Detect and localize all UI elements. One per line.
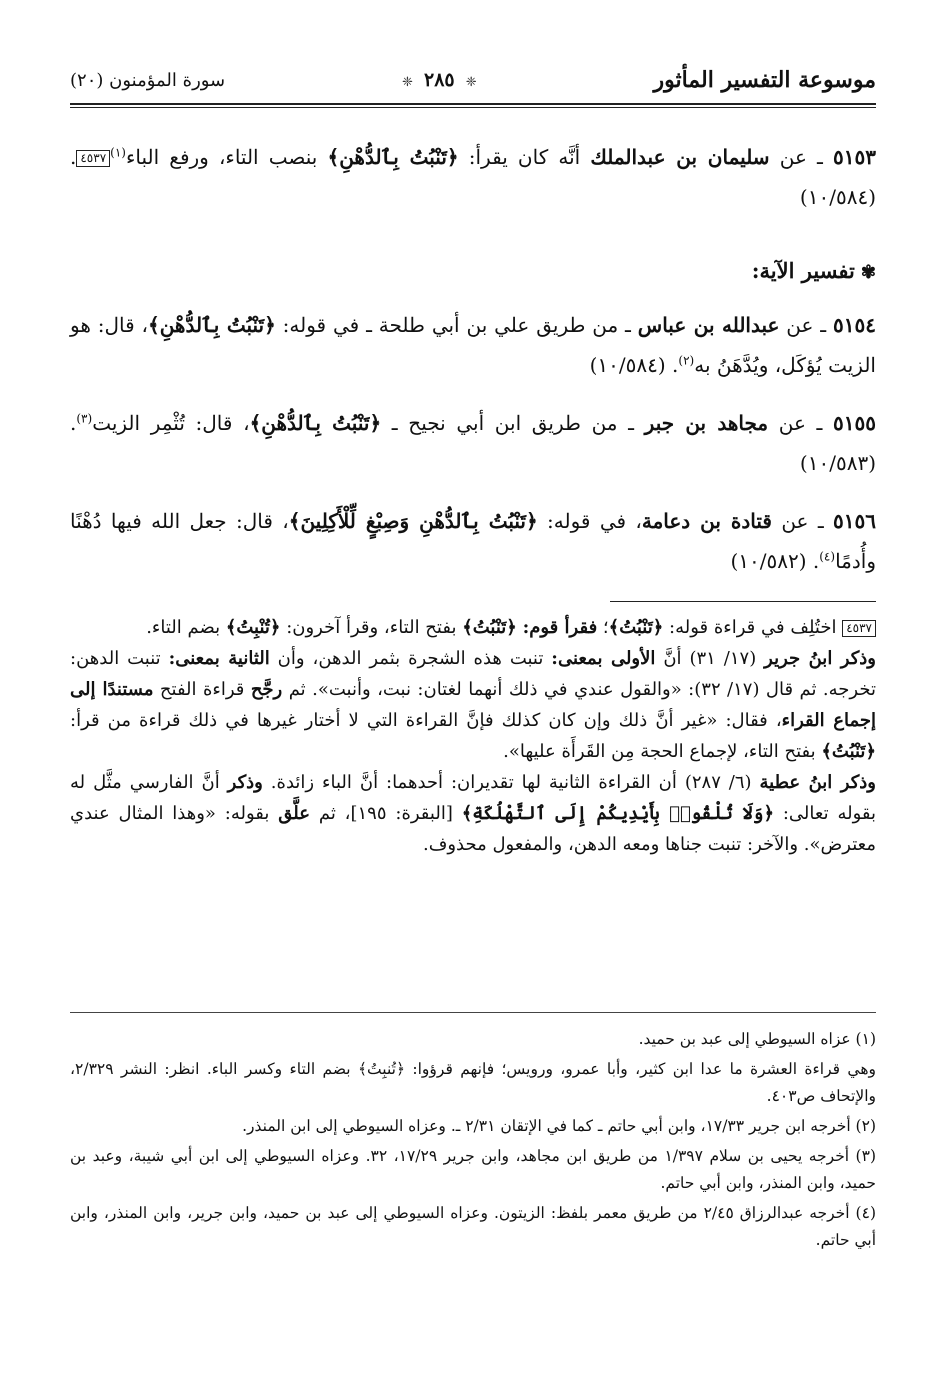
narrator-name: قتادة بن دعامة [641,509,772,533]
ornament-icon: ❈ [465,75,477,90]
footnote-rule [70,1012,876,1013]
commentary-text: (١٧/ ٣١) أنَّ [655,648,765,669]
entry-text: . [806,549,820,573]
footnote-1: (١) عزاه السيوطي إلى عبد بن حميد. [638,1030,876,1048]
commentary-text: [البقرة: ١٩٥]، ثم [309,803,462,824]
narrator-name: عبدالله بن عباس [637,313,780,337]
entry-text: ـ عن [768,411,834,435]
entry-text: ـ من طريق ابن أبي نجيح ـ [381,411,645,435]
volume-page-ref: (١٠/٥٨٤) [799,185,876,209]
entry-text: ، قال: تُثْمِر الزيت [92,411,250,435]
commentary-text: ، فقال: «غير أنَّ ذلك وإن كان كذلك فإنَّ القراءة التي لا أختار غيرها في ذلك قراءة من قرأ: [70,710,782,731]
commentary-paragraph [70,643,876,767]
commentary-emphasis: الثانية بمعنى: [168,648,270,669]
commentary-divider [610,601,876,602]
volume-page-ref: (١٠/٥٨٣) [799,451,876,475]
entry-5155 [70,403,876,483]
commentary-text: اختُلِف في قراءة قوله: [663,617,843,638]
commentary-text: أنَّ الفارسي مثَّل له بقوله تعالى: [70,772,876,824]
quran-quote: ﴿تَنْبُتُ بِٱلدُّهْنِ﴾ [327,145,459,169]
entry-text: . [665,353,679,377]
header-left-group [70,70,225,91]
footnote-1-continued: وهي قراءة العشرة ما عدا ابن كثير، وأبا عمرو، ورويس؛ فإنهم قرؤوا: ﴿تُنبِتُ﴾ بضم التاء وكسر الباء. انظر: النشر ٢/٣٢٩، والإتحاف ص٤٠٣. [70,1060,876,1105]
commentary-text: بقوله: «وهذا المثال عندي معترض». والآخر: تنبت جناها ومعه الدهن، والمفعول محذوف. [70,803,876,855]
quran-quote: ﴿تُنْبِتُ﴾ [225,617,281,638]
entry-5153 [70,137,876,217]
quran-quote: ﴿تَنْبُتُ بِٱلدُّهْنِ وَصِبْغٍ لِّلْأَكِلِينَ﴾ [288,509,538,533]
commentary-text: بضم التاء. [146,617,226,638]
entry-text: ، في قوله: [537,509,642,533]
surah-name: سورة المؤمنون (٢٠) [70,69,226,91]
header-rule-thin [70,107,876,108]
ornament-icon: ❈ [402,75,413,90]
commentary-emphasis: مستندًا إلى إجماع القراء [70,679,876,731]
commentary-emphasis: الأولى بمعنى: [551,648,656,669]
entry-text: . [70,145,77,169]
commentary-emphasis: وذكر [227,772,263,793]
commentary-paragraph [70,612,876,643]
volume-page-ref: (١٠/٥٨٢) [730,549,807,573]
quran-quote: ﴿وَلَا تُلْقُوا۟ بِأَيْدِيكُمْ إِلَى ٱلتَّهْلُكَةِ﴾ [461,803,775,824]
entry-number: ٥١٥٦ [833,509,876,533]
footnote-marker[interactable]: (٣) [76,411,93,426]
footnote-4: (٤) أخرجه عبدالرزاق ٢/٤٥ من طريق معمر بلفظ: الزيتون. وعزاه السيوطي إلى عبد بن حميد، وابن جرير، وابن المنذر، وابن أبي حاتم. [70,1204,876,1249]
entry-number: ٥١٥٥ [833,411,877,435]
entry-text: بنصب التاء، ورفع الباء [125,145,328,169]
entry-5156 [70,501,876,581]
footnote-2: (٢) أخرجه ابن جرير ١٧/٣٣، وابن أبي حاتم ـ كما في الإتقان ٢/٣١ ـ. وعزاه السيوطي إلى ابن المنذر. [242,1117,876,1135]
commentary-paragraph [70,767,876,860]
narrator-name: مجاهد بن جبر [644,411,769,435]
running-header [70,60,876,100]
commentary-text: تنبت هذه الشجرة بثمر الدهن، وأن [269,648,552,669]
entry-5154 [70,305,876,385]
commentary-emphasis: فقرأ قوم: [522,617,598,638]
quran-quote: ﴿تَنْبُتُ﴾ [608,617,664,638]
quran-quote: ﴿تَنْبُتُ﴾ [462,617,517,638]
quran-quote: ﴿تَنْبُتُ بِٱلدُّهْنِ﴾ [147,313,276,337]
header-right-group [653,67,876,93]
footnote-marker[interactable]: (٢) [678,353,695,368]
section-title: تفسير الآية: [751,258,855,283]
commentary-ref-box[interactable]: ٤٥٣٧ [76,150,110,167]
entry-text: ـ من طريق علي بن أبي طلحة ـ في قوله: [275,313,638,337]
entry-text: ـ عن [779,313,834,337]
entry-number: ٥١٥٣ [833,145,877,169]
entry-number: ٥١٥٤ [833,313,876,337]
commentary-text: تنبت الدهن: تخرجه. ثم قال (١٧/ ٣٢): «والقول عندي في ذلك أنهما لغتان: نبت، وأنبت». ثم [70,648,876,700]
commentary-emphasis: علَّق [278,803,310,824]
narrator-name: سليمان بن عبدالملك [590,145,770,169]
quran-quote: ﴿تَنْبُتُ﴾ [821,741,876,762]
commentary-emphasis: وذكر ابنُ عطية [759,772,876,793]
entry-text: أنَّه كان يقرأ: [458,145,591,169]
commentary-number-box: ٤٥٣٧ [842,620,876,637]
commentary-emphasis: وذكر ابنُ جرير [764,648,877,669]
commentary-block [70,612,876,860]
entry-text: ، قال: هو الزيت يُؤكَل، ويُدَّهَنُ به [70,313,876,377]
quran-quote: ﴿تَنْبُتُ بِٱلدُّهْنِ﴾ [249,411,382,435]
commentary-text: بفتح التاء، وقرأ آخرون: [280,617,463,638]
flower-icon: ✾ [860,262,876,283]
entry-text: ـ عن [769,145,834,169]
footnotes [70,1026,876,1257]
footnote-marker[interactable]: (٤) [819,549,836,564]
footnote-3: (٣) أخرجه يحيى بن سلام ١/٣٩٧ من طريق ابن مجاهد، وابن جرير ١٧/٢٩، ٣٢. وعزاه السيوطي إلى ابن أبي شيبة، وعبد بن حميد، وابن المنذر، وابن أبي حاتم. [70,1147,876,1192]
entry-text: ـ عن [771,509,834,533]
footnote-marker[interactable]: (١) [110,145,126,160]
commentary-text: بفتح التاء، لإجماع الحجة مِن القَرأَة عليها». [503,741,822,762]
header-rule [70,103,876,105]
volume-page-ref: (١٠/٥٨٤) [589,353,666,377]
header-center-group [396,69,483,91]
entry-text: ، قال: جعل الله فيها دُهْنًا وأُدمًا [70,509,876,573]
commentary-text: ؛ [597,617,609,638]
book-title: موسوعة التفسير المأثور [653,67,876,93]
section-heading [70,251,876,293]
commentary-emphasis: رجَّح [250,679,283,700]
commentary-text: (٦/ ٢٨٧) أن القراءة الثانية لها تقديران: أحدهما: أنَّ الباء زائدة. [262,772,760,793]
entry-text: . [70,411,77,435]
page-number: ٢٨٥ [424,69,455,91]
main-text [70,137,876,599]
commentary-text: قراءة الفتح [153,679,251,700]
